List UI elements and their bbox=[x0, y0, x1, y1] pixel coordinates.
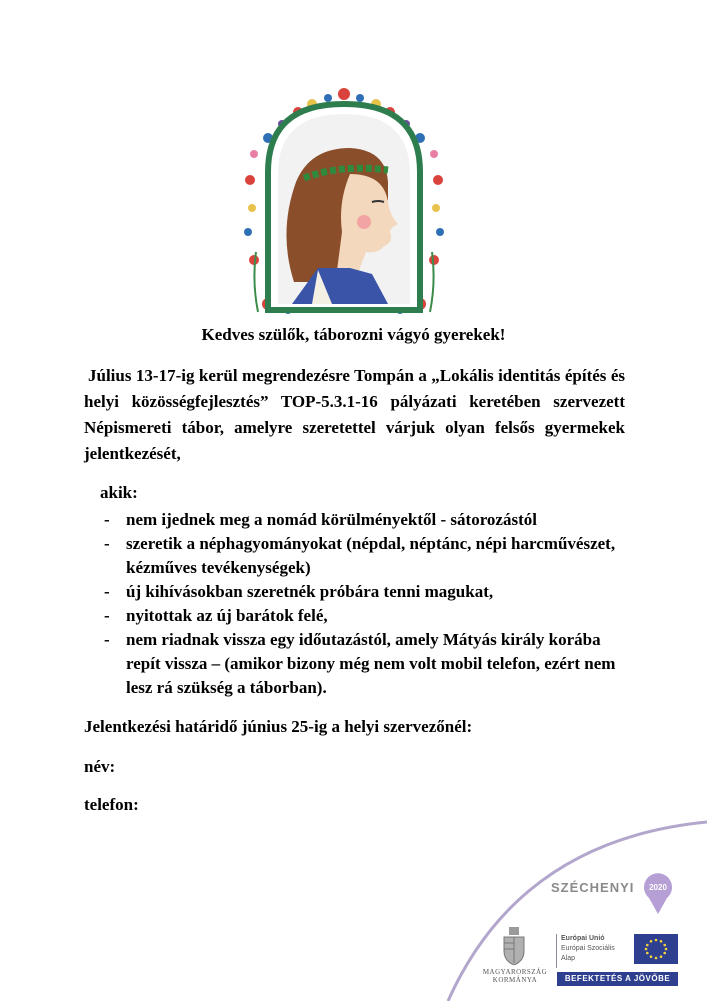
list-item: - nem ijednek meg a nomád körülményektől - sátorozástól bbox=[100, 508, 620, 532]
intro-text: Július 13-17-ig kerül megrendezésre Tompán a „Lokális identitás építés és helyi közösségfejlesztés” TOP-5.3.1-16 pályázati keretében szervezett Népismereti tábor, amelyre szeretettel várjuk olyan felsős gyermekek jelentkezését, bbox=[84, 366, 625, 463]
phone-field-label: telefon: bbox=[84, 795, 139, 814]
akik-label: akik: bbox=[100, 483, 138, 502]
list-item: - nem riadnak vissza egy időutazástól, amely Mátyás király korába repít vissza – (amikor bizony még nem volt mobil telefon, ezért nem lesz rá szükség a táborban). bbox=[104, 630, 616, 697]
deadline-text: Jelentkezési határidő június 25-ig a helyi szervezőnél: bbox=[84, 717, 473, 736]
list-bullet: - bbox=[104, 534, 110, 553]
list-bullet: - bbox=[104, 582, 110, 601]
list-item: - nyitottak az új barátok felé, bbox=[100, 604, 620, 628]
hungarian-coat-of-arms-icon bbox=[502, 927, 526, 965]
eu-flag-icon bbox=[634, 934, 678, 964]
eu-divider bbox=[556, 934, 557, 968]
list-item: - új kihívásokban szeretnék próbára tenni magukat, bbox=[100, 580, 620, 604]
szechenyi-logo-text: SZÉCHENYI bbox=[551, 880, 635, 895]
list-item: - szeretik a néphagyományokat (népdal, néptánc, népi harcművészet, kézműves tevékenységek) bbox=[104, 534, 616, 577]
badge-year: 2020 bbox=[649, 883, 667, 892]
list-bullet: - bbox=[104, 630, 110, 649]
list-bullet: - bbox=[104, 606, 110, 625]
government-label: MAGYARORSZÁG KORMÁNYA bbox=[482, 968, 548, 984]
szechenyi-2020-badge bbox=[643, 872, 673, 914]
name-field-label: név: bbox=[84, 757, 116, 776]
investment-in-future-banner: BEFEKTETÉS A JÖVŐBE bbox=[557, 972, 678, 986]
intro-paragraph bbox=[84, 363, 625, 467]
criteria-list bbox=[100, 508, 620, 700]
eu-fund-text: Európai Unió Európai Szociális Alap bbox=[561, 935, 615, 962]
king-matthias-illustration bbox=[238, 82, 450, 318]
greeting-title: Kedves szülők, táborozni vágyó gyerekek! bbox=[201, 325, 506, 344]
list-bullet: - bbox=[104, 510, 110, 529]
